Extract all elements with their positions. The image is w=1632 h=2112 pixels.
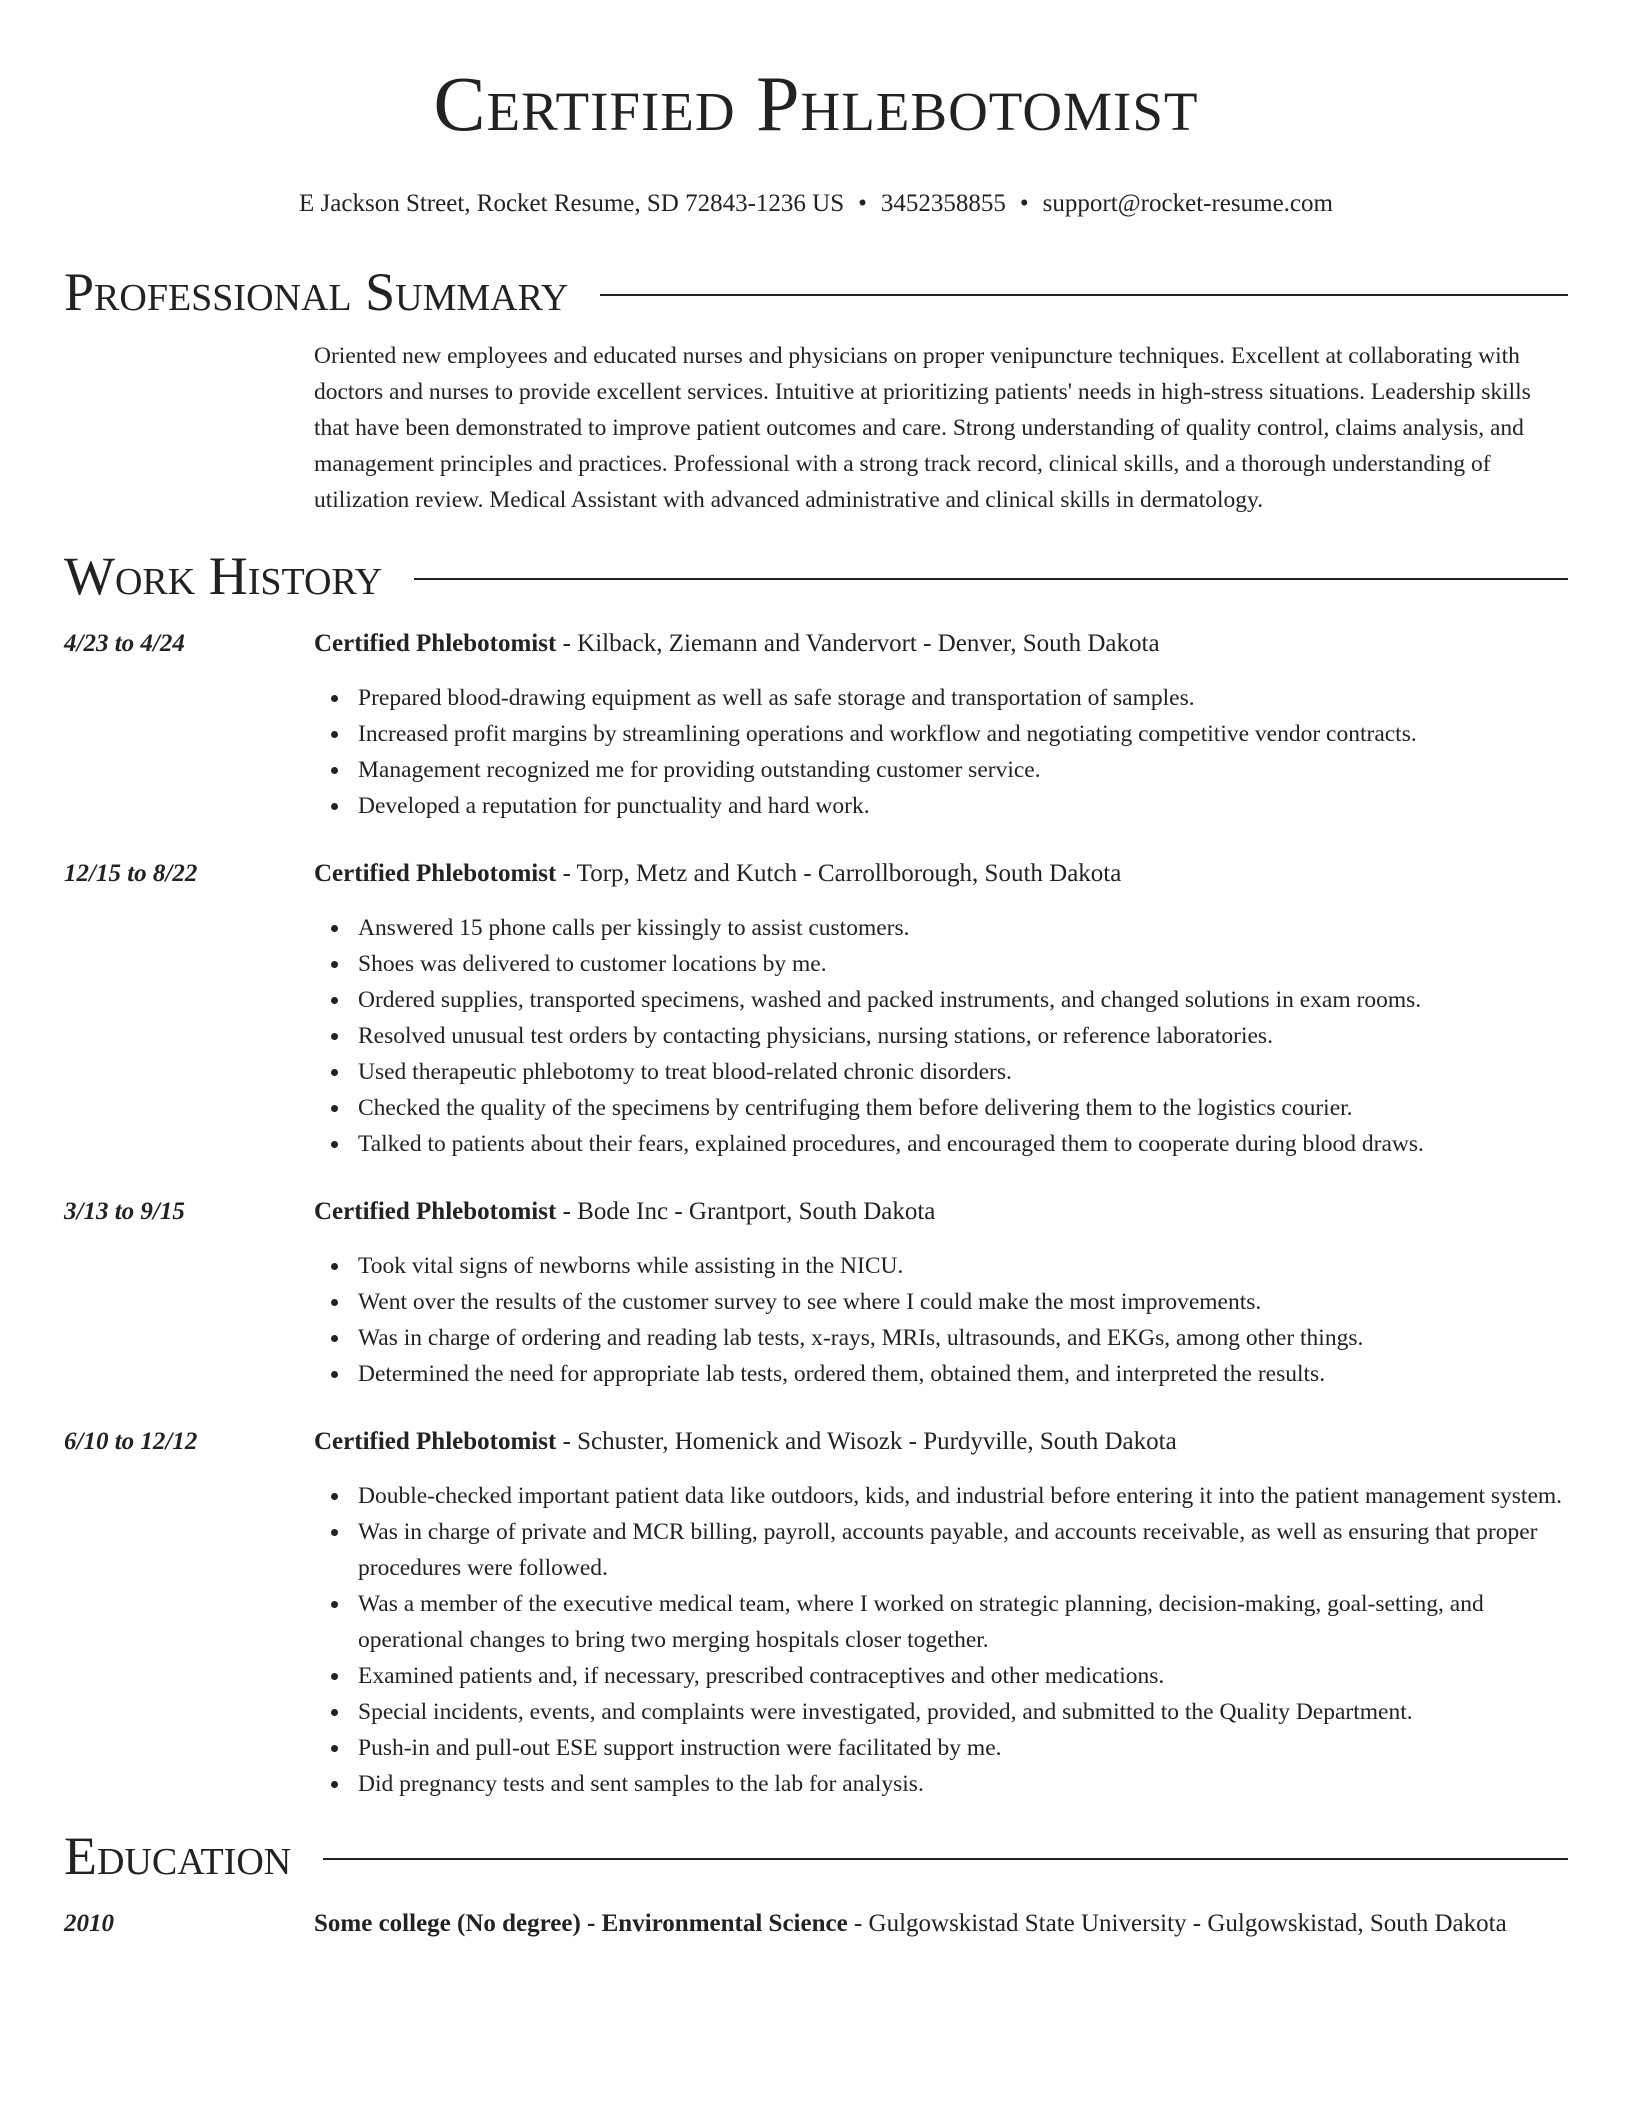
- job-details: - Schuster, Homenick and Wisozk - Purdyville, South Dakota: [556, 1428, 1177, 1455]
- job-position: Certified Phlebotomist: [314, 1428, 557, 1455]
- section-divider: [323, 1858, 1568, 1860]
- list-item: Prepared blood-drawing equipment as well as safe storage and transportation of samples.: [358, 680, 1568, 716]
- list-item: Did pregnancy tests and sent samples to the lab for analysis.: [358, 1766, 1568, 1802]
- education-body: [314, 1906, 1568, 1942]
- job-title-line: [314, 626, 1568, 662]
- list-item: Resolved unusual test orders by contacting physicians, nursing stations, or reference laboratories.: [358, 1018, 1568, 1054]
- list-item: Was a member of the executive medical team, where I worked on strategic planning, decision-making, goal-setting, and operational changes to bring two merging hospitals closer together.: [358, 1586, 1568, 1658]
- list-item: Double-checked important patient data like outdoors, kids, and industrial before entering it into the patient management system.: [358, 1478, 1568, 1514]
- job-details: - Bode Inc - Grantport, South Dakota: [556, 1198, 936, 1225]
- list-item: Management recognized me for providing outstanding customer service.: [358, 752, 1568, 788]
- job-dates: 12/15 to 8/22: [64, 860, 198, 887]
- job-details: - Torp, Metz and Kutch - Carrollborough, South Dakota: [556, 860, 1122, 887]
- list-item: Went over the results of the customer survey to see where I could make the most improvements.: [358, 1284, 1568, 1320]
- contact-address: E Jackson Street, Rocket Resume, SD 72843-1236 US: [299, 190, 845, 217]
- education-details: - Gulgowskistad State University - Gulgowskistad, South Dakota: [847, 1910, 1507, 1937]
- list-item: Checked the quality of the specimens by centrifuging them before delivering them to the logistics courier.: [358, 1090, 1568, 1126]
- list-item: Determined the need for appropriate lab tests, ordered them, obtained them, and interpreted the results.: [358, 1356, 1568, 1392]
- job-position: Certified Phlebotomist: [314, 860, 557, 887]
- list-item: Talked to patients about their fears, explained procedures, and encouraged them to cooperate during blood draws.: [358, 1126, 1568, 1162]
- job-position: Certified Phlebotomist: [314, 630, 557, 657]
- job-entry: [64, 1424, 1568, 1802]
- job-body: [314, 856, 1568, 1162]
- job-dates: 3/13 to 9/15: [64, 1198, 185, 1225]
- list-item: Shoes was delivered to customer locations by me.: [358, 946, 1568, 982]
- job-bullets: [314, 910, 1568, 1162]
- job-body: [314, 626, 1568, 824]
- list-item: Was in charge of ordering and reading lab tests, x-rays, MRIs, ultrasounds, and EKGs, among other things.: [358, 1320, 1568, 1356]
- education-degree: Some college (No degree) - Environmental Science: [314, 1910, 848, 1937]
- list-item: Examined patients and, if necessary, prescribed contraceptives and other medications.: [358, 1658, 1568, 1694]
- job-entry: [64, 856, 1568, 1162]
- list-item: Took vital signs of newborns while assisting in the NICU.: [358, 1248, 1568, 1284]
- list-item: Special incidents, events, and complaints were investigated, provided, and submitted to the Quality Department.: [358, 1694, 1568, 1730]
- job-body: [314, 1194, 1568, 1392]
- job-entry: [64, 626, 1568, 824]
- job-entry: [64, 1194, 1568, 1392]
- list-item: Increased profit margins by streamlining operations and workflow and negotiating competitive vendor contracts.: [358, 716, 1568, 752]
- job-bullets: [314, 680, 1568, 824]
- section-header-work: [64, 544, 1568, 608]
- education-entry: [64, 1906, 1568, 1942]
- section-header-education: [64, 1824, 1568, 1888]
- section-divider: [414, 578, 1568, 580]
- section-divider: [600, 294, 1568, 296]
- contact-separator: •: [858, 190, 867, 217]
- list-item: Ordered supplies, transported specimens, washed and packed instruments, and changed solutions in exam rooms.: [358, 982, 1568, 1018]
- list-item: Was in charge of private and MCR billing, payroll, accounts payable, and accounts receivable, as well as ensuring that proper procedures were followed.: [358, 1514, 1568, 1586]
- contact-email: support@rocket-resume.com: [1042, 190, 1333, 217]
- section-header-summary: [64, 260, 1568, 324]
- job-title-line: [314, 1424, 1568, 1460]
- section-title-summary: Professional Summary: [64, 262, 569, 322]
- job-details: - Kilback, Ziemann and Vandervort - Denver, South Dakota: [556, 630, 1160, 657]
- contact-separator: •: [1019, 190, 1029, 217]
- contact-phone: 3452358855: [880, 190, 1006, 217]
- resume-name: Certified Phlebotomist: [433, 60, 1199, 147]
- section-title-work: Work History: [64, 546, 383, 606]
- education-line: [314, 1906, 1568, 1942]
- job-dates: 6/10 to 12/12: [64, 1428, 198, 1455]
- job-dates: 4/23 to 4/24: [64, 630, 185, 657]
- job-title-line: [314, 856, 1568, 892]
- job-title-line: [314, 1194, 1568, 1230]
- summary-text: Oriented new employees and educated nurses and physicians on proper venipuncture techniques. Excellent at collaborating with doctors and nurses to provide excellent services. Intuitive at prioritizing patients' needs in high-stress situations. Leadership skills that have been demonstrated to improve patient outcomes and care. Strong understanding of quality control, claims analysis, and management principles and practices. Professional with a strong track record, clinical skills, and a thorough understanding of utilization review. Medical Assistant with advanced administrative and clinical skills in dermatology.: [314, 343, 1531, 513]
- education-year: 2010: [64, 1910, 114, 1937]
- list-item: Push-in and pull-out ESE support instruction were facilitated by me.: [358, 1730, 1568, 1766]
- list-item: Developed a reputation for punctuality and hard work.: [358, 788, 1568, 824]
- job-body: [314, 1424, 1568, 1802]
- list-item: Answered 15 phone calls per kissingly to assist customers.: [358, 910, 1568, 946]
- contact-line: [64, 188, 1568, 220]
- job-position: Certified Phlebotomist: [314, 1198, 557, 1225]
- job-bullets: [314, 1248, 1568, 1392]
- section-title-education: Education: [64, 1826, 292, 1886]
- list-item: Used therapeutic phlebotomy to treat blood-related chronic disorders.: [358, 1054, 1568, 1090]
- job-bullets: [314, 1478, 1568, 1802]
